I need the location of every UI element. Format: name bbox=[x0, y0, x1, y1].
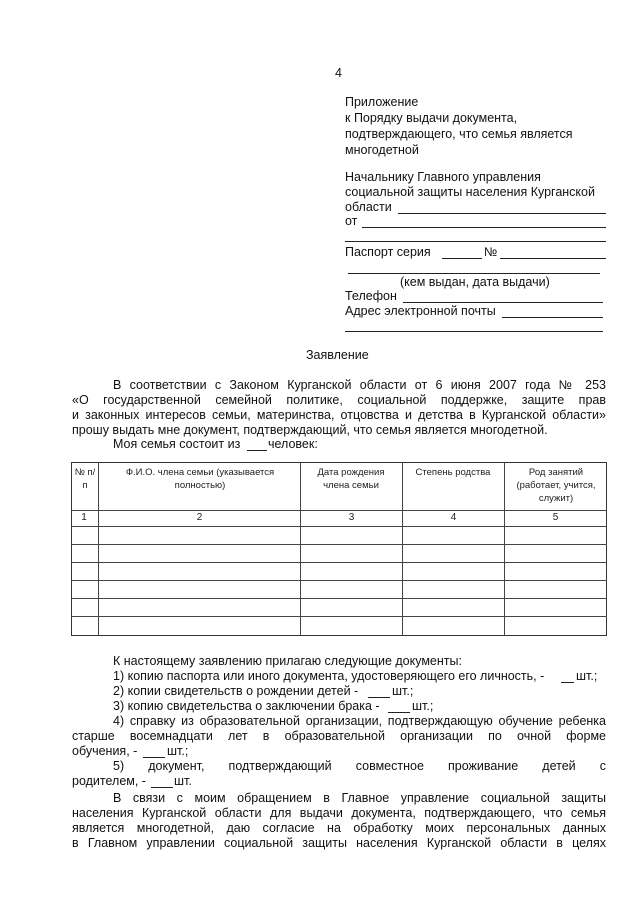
email-fill-line[interactable] bbox=[502, 317, 603, 318]
passport-series-line[interactable] bbox=[442, 258, 482, 259]
table-number-row-bottom bbox=[71, 526, 607, 527]
attachments-intro: К настоящему заявлению прилагаю следующие документы: bbox=[113, 654, 462, 668]
attachment-3-count[interactable] bbox=[388, 712, 410, 713]
addressee-line-2: социальной защиты населения Курганской bbox=[345, 185, 595, 199]
table-col-divider-3 bbox=[402, 462, 403, 636]
phone-label: Телефон bbox=[345, 289, 397, 303]
consent-line-4: в Главном управлении социальной защиты населения Курганской области в целях bbox=[72, 836, 606, 850]
attachment-item-4-line-3: обучения, - bbox=[72, 744, 138, 758]
table-column-number-3: 3 bbox=[348, 512, 355, 523]
attachment-item-2: 2) копии свидетельств о рождении детей - bbox=[113, 684, 359, 698]
table-col-divider-1 bbox=[98, 462, 99, 636]
from-fill-line-2[interactable] bbox=[345, 241, 606, 242]
table-header-bottom bbox=[71, 510, 607, 511]
body-line-3: и законных интересов семьи, материнства, отцовства и детства в Курганской области» bbox=[72, 408, 606, 422]
attachment-2-unit: шт.; bbox=[392, 684, 414, 698]
appendix-line-3: подтверждающего, что семья является bbox=[345, 127, 573, 141]
attachment-item-3: 3) копию свидетельства о заключении брака - bbox=[113, 699, 380, 713]
body-line-1: В соответствии с Законом Курганской области от 6 июня 2007 года № 253 bbox=[113, 378, 606, 392]
passport-number-line[interactable] bbox=[500, 258, 606, 259]
attachment-item-5-line-2: родителем, - bbox=[72, 774, 146, 788]
document-title: Заявление bbox=[306, 348, 369, 362]
table-header-relation: Степень родства bbox=[415, 467, 491, 478]
table-column-number-1: 1 bbox=[81, 512, 87, 523]
attachment-item-4-line-2: старше восемнадцати лет в образовательной организации по очной форме bbox=[72, 729, 606, 743]
attachment-4-unit: шт.; bbox=[167, 744, 189, 758]
attachment-4-count[interactable] bbox=[143, 757, 165, 758]
attachment-2-count[interactable] bbox=[368, 697, 390, 698]
table-column-number-2: 2 bbox=[196, 512, 203, 523]
oblast-fill-line[interactable] bbox=[398, 213, 606, 214]
table-row-line bbox=[71, 562, 607, 563]
table-row-line bbox=[71, 580, 607, 581]
phone-fill-line[interactable] bbox=[403, 302, 603, 303]
table-header-occupation: Род занятий (работает, учится, служит) bbox=[516, 467, 596, 504]
family-size-suffix: человек: bbox=[268, 437, 318, 451]
passport-issued-line[interactable] bbox=[348, 273, 600, 274]
consent-line-3: является многодетной, даю согласие на обработку моих персональных данных bbox=[72, 821, 606, 835]
family-size-input[interactable] bbox=[247, 450, 267, 451]
table-row-line bbox=[71, 616, 607, 617]
table-header-birthdate: Дата рождения члена семьи bbox=[317, 467, 385, 491]
body-line-2: «О государственной семейной политике, социальной поддержке, защите прав bbox=[72, 393, 606, 407]
consent-line-2: населения Курганской области для выдачи документа, подтверждающего, что семья bbox=[72, 806, 606, 820]
table-header-number: № п/п bbox=[74, 467, 96, 491]
passport-label: Паспорт серия bbox=[345, 245, 431, 259]
table-header-fullname: Ф.И.О. члена семьи (указывается полностью) bbox=[125, 467, 275, 491]
table-column-number-5: 5 bbox=[552, 512, 559, 523]
page-number: 4 bbox=[335, 66, 342, 80]
attachment-1-count[interactable] bbox=[561, 682, 574, 683]
table-col-divider-2 bbox=[300, 462, 301, 636]
appendix-line-2: к Порядку выдачи документа, bbox=[345, 111, 518, 125]
attachment-5-unit: шт. bbox=[174, 774, 192, 788]
addressee-line-1: Начальнику Главного управления bbox=[345, 170, 541, 184]
table-row-line bbox=[71, 598, 607, 599]
family-size-prefix: Моя семья состоит из bbox=[113, 437, 241, 451]
table-column-number-4: 4 bbox=[450, 512, 457, 523]
attachment-item-1: 1) копию паспорта или иного документа, удостоверяющего его личность, - bbox=[113, 669, 545, 683]
attachment-item-4-line-1: 4) справку из образовательной организации, подтверждающую обучение ребенка bbox=[113, 714, 606, 728]
table-col-divider-4 bbox=[504, 462, 505, 636]
issued-hint: (кем выдан, дата выдачи) bbox=[400, 275, 550, 289]
from-fill-line[interactable] bbox=[362, 227, 606, 228]
attachment-item-5-line-1: 5) документ, подтверждающий совместное проживание детей с bbox=[113, 759, 606, 773]
attachment-3-unit: шт.; bbox=[412, 699, 434, 713]
oblast-label: области bbox=[345, 200, 392, 214]
body-line-4: прошу выдать мне документ, подтверждающий, что семья является многодетной. bbox=[72, 423, 548, 437]
consent-line-1: В связи с моим обращением в Главное управление социальной защиты bbox=[113, 791, 606, 805]
attachment-1-unit: шт.; bbox=[576, 669, 598, 683]
appendix-line-4: многодетной bbox=[345, 143, 419, 157]
email-fill-line-2[interactable] bbox=[345, 331, 603, 332]
from-label: от bbox=[345, 214, 358, 228]
email-label: Адрес электронной почты bbox=[345, 304, 496, 318]
appendix-line-1: Приложение bbox=[345, 95, 419, 109]
attachment-5-count[interactable] bbox=[151, 787, 173, 788]
table-row-line bbox=[71, 544, 607, 545]
passport-number-label: № bbox=[484, 245, 498, 259]
